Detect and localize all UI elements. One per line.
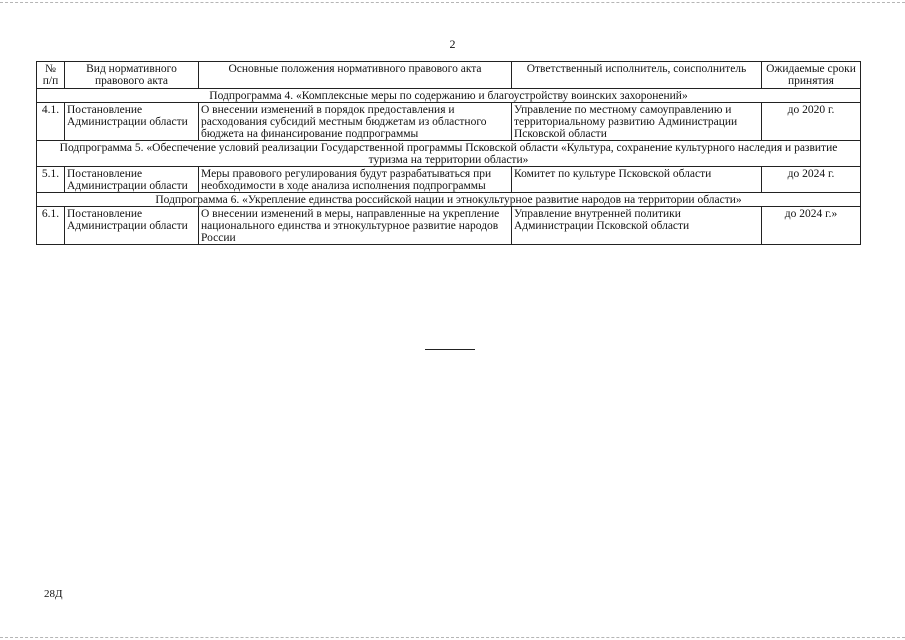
table-row xyxy=(37,167,861,193)
row-num: 6.1. xyxy=(37,207,65,245)
legal-acts-table xyxy=(36,61,861,245)
subprogram-row xyxy=(37,141,861,167)
row-act-type: Постановление Администрации области xyxy=(65,103,199,141)
table-header-row xyxy=(37,62,861,89)
header-act-type: Вид нормативного правового акта xyxy=(65,62,199,89)
end-of-document-rule xyxy=(425,349,475,350)
subprogram-4-title: Подпрограмма 4. «Комплексные меры по содержанию и благоустройству воинских захоронений» xyxy=(37,89,861,103)
header-provisions: Основные положения нормативного правового акта xyxy=(199,62,512,89)
subprogram-6-title: Подпрограмма 6. «Укрепление единства российской нации и этнокультурное развитие народов на территории области» xyxy=(37,193,861,207)
row-executor: Управление внутренней политики Администрации Псковской области xyxy=(512,207,762,245)
row-act-type: Постановление Администрации области xyxy=(65,207,199,245)
row-provisions: О внесении изменений в меры, направленные на укрепление национального единства и этнокультурное развитие народов России xyxy=(199,207,512,245)
table-row xyxy=(37,103,861,141)
row-num: 4.1. xyxy=(37,103,65,141)
subprogram-row xyxy=(37,193,861,207)
page-number: 2 xyxy=(449,37,456,51)
row-deadline: до 2024 г. xyxy=(762,167,861,193)
row-executor: Управление по местному самоуправлению и территориальному развитию Администрации Псковской области xyxy=(512,103,762,141)
document-code: 28Д xyxy=(44,588,63,600)
header-deadline: Ожидаемые сроки принятия xyxy=(762,62,861,89)
row-provisions: О внесении изменений в порядок предоставления и расходования субсидий местным бюджетам из областного бюджета на финансирование подпрограммы xyxy=(199,103,512,141)
row-act-type: Постановление Администрации области xyxy=(65,167,199,193)
row-provisions: Меры правового регулирования будут разрабатываться при необходимости в ходе анализа исполнения подпрограммы xyxy=(199,167,512,193)
scan-edge-bottom xyxy=(0,637,905,638)
subprogram-5-title: Подпрограмма 5. «Обеспечение условий реализации Государственной программы Псковской области «Культура, сохранение культурного наследия и развитие туризма на территории области» xyxy=(37,141,861,167)
header-num: № п/п xyxy=(37,62,65,89)
row-deadline: до 2020 г. xyxy=(762,103,861,141)
subprogram-row xyxy=(37,89,861,103)
row-deadline: до 2024 г.» xyxy=(762,207,861,245)
row-num: 5.1. xyxy=(37,167,65,193)
table-row xyxy=(37,207,861,245)
header-executor: Ответственный исполнитель, соисполнитель xyxy=(512,62,762,89)
scan-edge-top xyxy=(0,2,905,3)
row-executor: Комитет по культуре Псковской области xyxy=(512,167,762,193)
